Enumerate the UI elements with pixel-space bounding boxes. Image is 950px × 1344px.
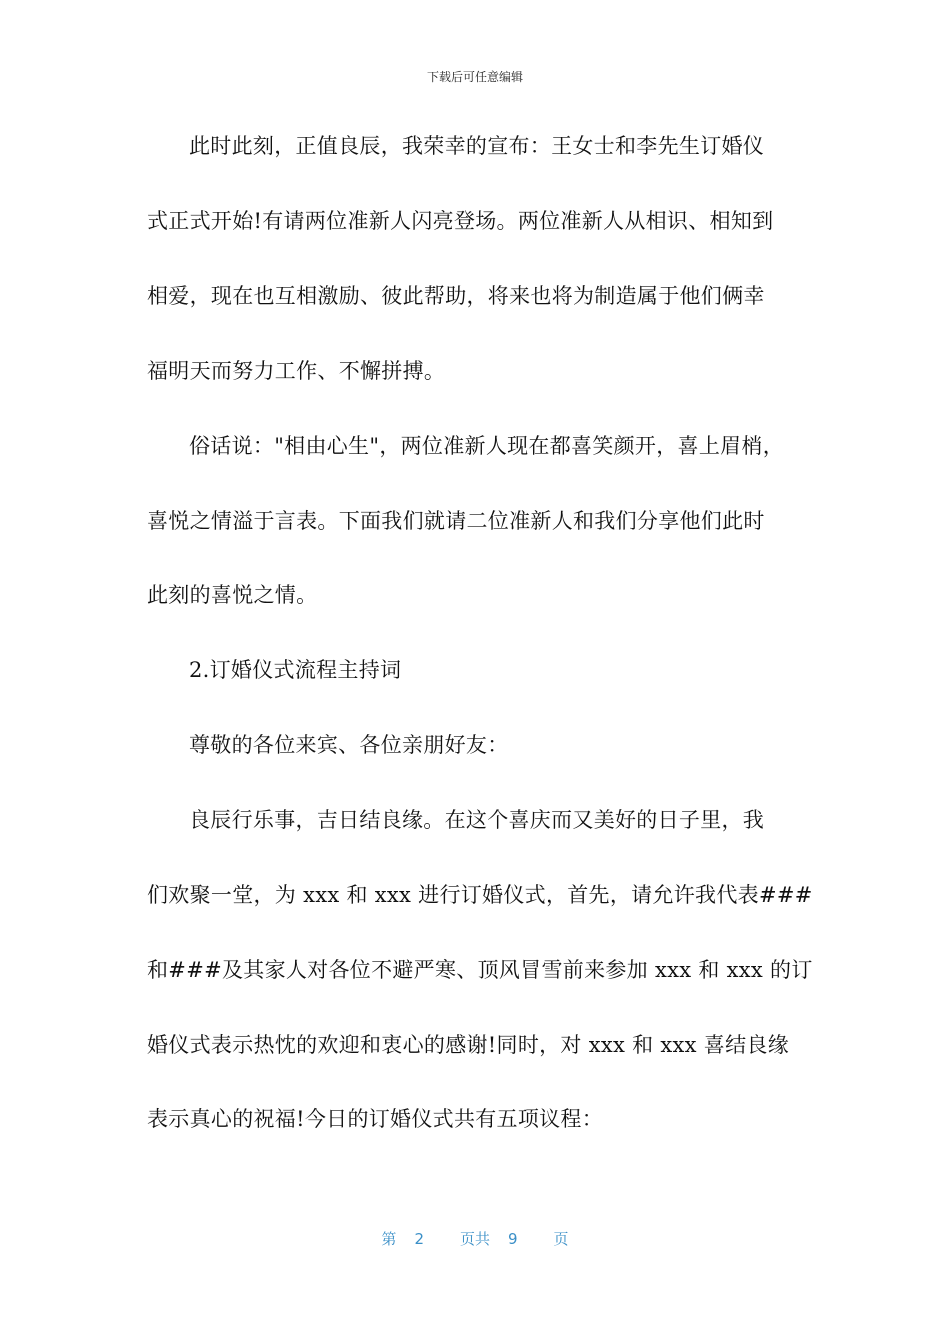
body-line: 良辰行乐事，吉日结良缘。在这个喜庆而又美好的日子里，我 <box>189 808 765 832</box>
page-footer <box>0 1228 950 1249</box>
body-line: 们欢聚一堂，为 xxx 和 xxx 进行订婚仪式，首先，请允许我代表### <box>147 883 813 907</box>
body-line: 此刻的喜悦之情。 <box>147 583 318 607</box>
footer-suffix: 页 <box>553 1230 569 1248</box>
body-line: 表示真心的祝福!今日的订婚仪式共有五项议程： <box>147 1107 604 1131</box>
footer-prefix: 第 <box>381 1230 397 1248</box>
footer-middle: 页共 <box>459 1230 490 1248</box>
page-header: 下载后可任意编辑 <box>426 70 523 84</box>
current-page-number: 2 <box>414 1230 424 1248</box>
body-line: 相爱，现在也互相激励、彼此帮助，将来也将为制造属于他们俩幸 <box>147 284 765 308</box>
body-line: 此时此刻，正值良辰，我荣幸的宣布：王女士和李先生订婚仪 <box>189 134 765 158</box>
body-line: 婚仪式表示热忱的欢迎和衷心的感谢!同时，对 xxx 和 xxx 喜结良缘 <box>147 1033 789 1057</box>
body-line: 式正式开始!有请两位准新人闪亮登场。两位准新人从相识、相知到 <box>147 209 774 233</box>
body-line: 俗话说："相由心生"，两位准新人现在都喜笑颜开，喜上眉梢， <box>189 434 785 458</box>
section-heading: 2.订婚仪式流程主持词 <box>189 658 402 682</box>
body-line: 福明天而努力工作、不懈拼搏。 <box>147 359 446 383</box>
body-line: 和###及其家人对各位不避严寒、顶风冒雪前来参加 xxx 和 xxx 的订 <box>147 958 813 982</box>
total-pages-number: 9 <box>508 1230 518 1248</box>
body-line: 喜悦之情溢于言表。下面我们就请二位准新人和我们分享他们此时 <box>147 509 765 533</box>
body-line: 尊敬的各位来宾、各位亲朋好友： <box>189 733 509 757</box>
